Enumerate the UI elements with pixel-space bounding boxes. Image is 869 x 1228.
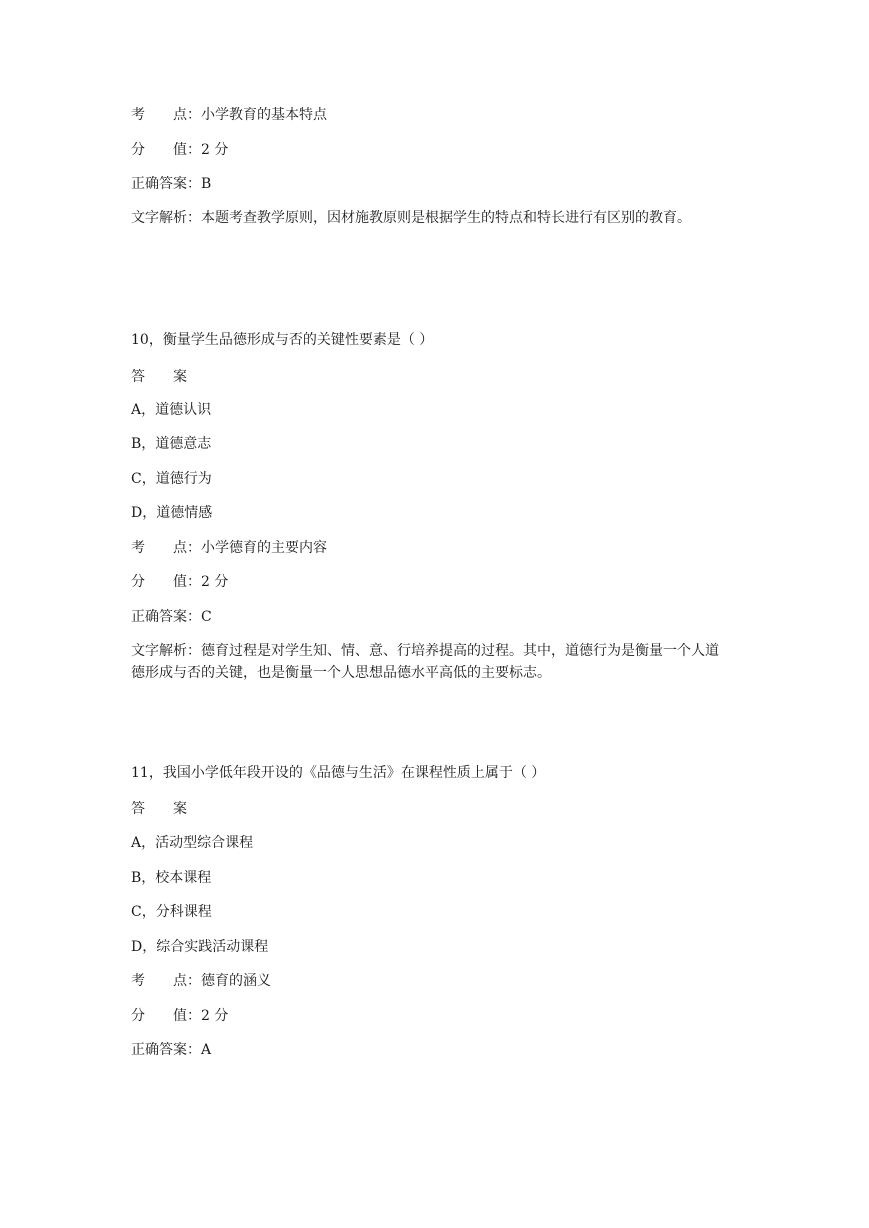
q11-kaodian: 考 点：德育的涵义 <box>131 973 271 989</box>
prev-analysis: 文字解析：本题考查教学原则，因材施教原则是根据学生的特点和特长进行有区别的教育。 <box>131 210 691 226</box>
q10-answer-label: 答 案 <box>131 369 187 385</box>
q10-kaodian: 考 点：小学德育的主要内容 <box>131 540 327 556</box>
q10-question: 10，衡量学生品德形成与否的关键性要素是（ ） <box>131 332 434 348</box>
q11-option-c: C，分科课程 <box>131 904 212 920</box>
q10-fenzhi: 分 值：2 分 <box>131 574 229 590</box>
q11-option-d: D，综合实践活动课程 <box>131 939 269 955</box>
q10-option-b: B，道德意志 <box>131 436 212 452</box>
q11-option-b: B，校本课程 <box>131 870 212 886</box>
q10-answer: 正确答案：C <box>131 609 212 625</box>
q10-option-d: D，道德情感 <box>131 505 213 521</box>
q10-option-c: C，道德行为 <box>131 471 212 487</box>
q11-answer: 正确答案：A <box>131 1042 212 1058</box>
prev-fenzhi: 分 值：2 分 <box>131 142 229 158</box>
q10-analysis: 文字解析：德育过程是对学生知、情、意、行培养提高的过程。其中，道德行为是衡量一个人道德形成与否的关键，也是衡量一个人思想品德水平高低的主要标志。 <box>131 643 719 681</box>
q11-fenzhi: 分 值：2 分 <box>131 1008 229 1024</box>
prev-kaodian: 考 点：小学教育的基本特点 <box>131 107 327 123</box>
q11-answer-label: 答 案 <box>131 801 187 817</box>
q11-option-a: A，活动型综合课程 <box>131 835 254 851</box>
prev-answer: 正确答案：B <box>131 176 212 192</box>
q11-question: 11，我国小学低年段开设的《品德与生活》在课程性质上属于（ ） <box>131 765 546 781</box>
q10-option-a: A，道德认识 <box>131 402 212 418</box>
